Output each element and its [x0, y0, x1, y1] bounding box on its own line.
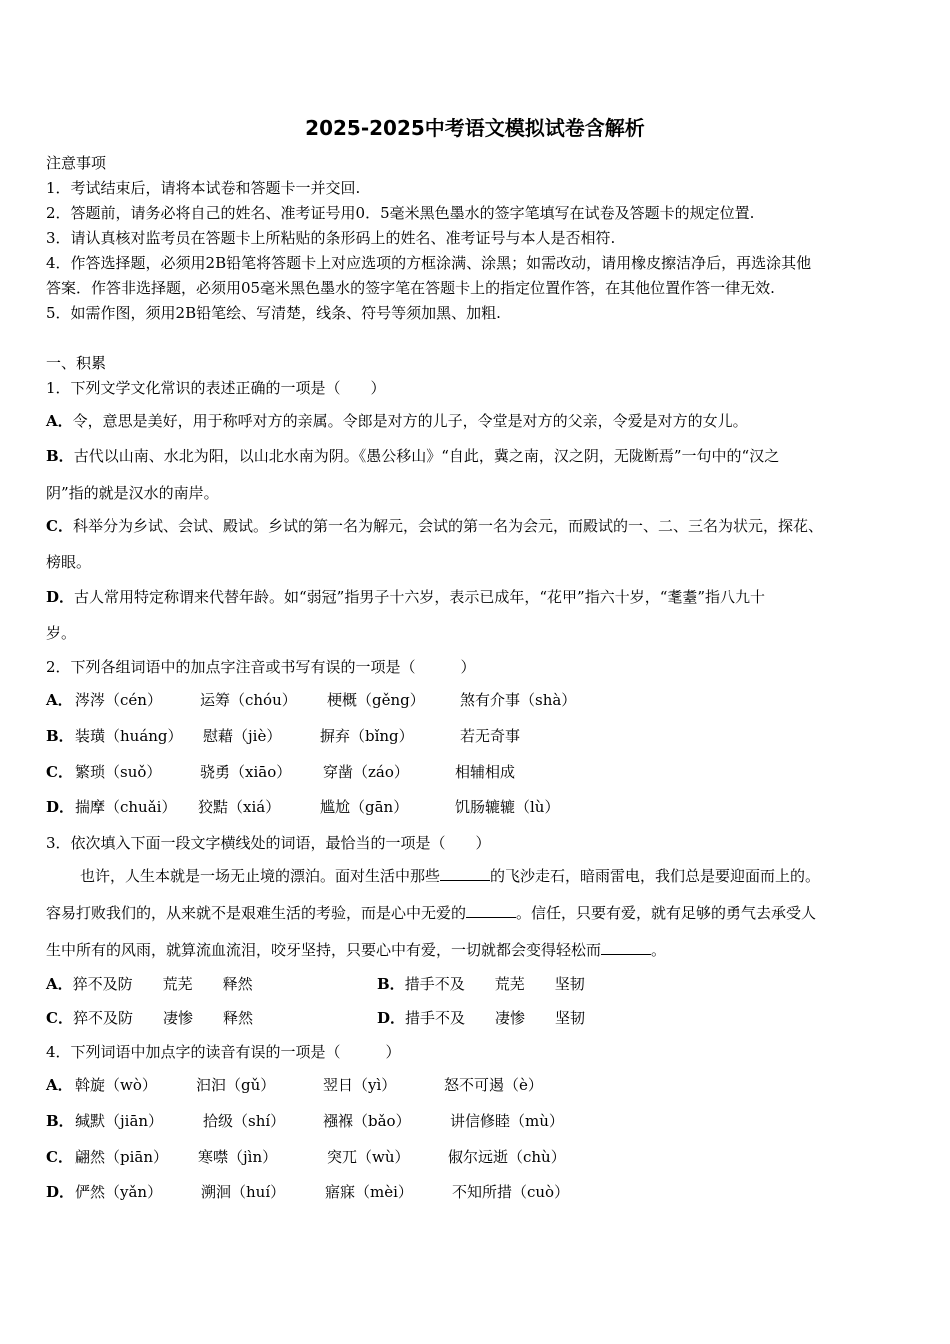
- q3-option-c: C．猝不及防 凄惨 释然: [46, 1009, 253, 1027]
- page-title: 2025-2025中考语文模拟试卷含解析: [305, 116, 645, 140]
- notice-item: 5．如需作图，须用2B铅笔绘、写清楚，线条、符号等须加黑、加粗.: [46, 304, 501, 322]
- q4-word: 斡旋（wò）: [75, 1076, 157, 1094]
- q4-word: 讲信修睦（mù）: [450, 1112, 564, 1130]
- q1-option-d: D．古人常用特定称谓来代替年龄。如“弱冠”指男子十六岁，表示已成年，“花甲”指六十岁，“耄耋”指八九十: [46, 588, 766, 606]
- q2-word: 涔涔（cén）: [75, 691, 162, 709]
- q2-word: 装璜（huáng）: [75, 727, 183, 745]
- section-heading: 一、积累: [46, 354, 107, 372]
- q2-word: 煞有介事（shà）: [460, 691, 577, 709]
- q2-word: 若无奇事: [460, 727, 521, 745]
- notice-item: 4．作答选择题，必须用2B铅笔将答题卡上对应选项的方框涂满、涂黑；如需改动，请用橡皮擦洁净后，再选涂其他: [46, 254, 812, 272]
- q4-row-label: A．: [46, 1076, 73, 1094]
- q4-word: 汩汩（gǔ）: [196, 1076, 276, 1094]
- q1-option-d-cont: 岁。: [46, 624, 77, 642]
- q4-word: 俶尔远逝（chù）: [448, 1148, 566, 1166]
- q2-word: 相辅相成: [455, 763, 516, 781]
- q2-word: 运筹（chóu）: [200, 691, 297, 709]
- q1-option-c-text: 科举分为乡试、会试、殿试。乡试的第一名为解元，会试的第一名为会元，而殿试的一、二、三名为状元，探花、: [72, 517, 823, 535]
- q4-word: 翌日（yì）: [323, 1076, 397, 1094]
- q3-passage-text: 也许，人生本就是一场无止境的漂泊。面对生活中那些: [80, 867, 441, 885]
- q2-row-label: D．: [46, 798, 75, 816]
- question-3-stem: 3．依次填入下面一段文字横线处的词语，最恰当的一项是（ ）: [46, 834, 491, 852]
- q4-word: 寤寐（mèi）: [325, 1183, 413, 1201]
- notice-heading: 注意事项: [46, 154, 107, 172]
- notice-item: 3．请认真核对监考员在答题卡上所粘贴的条形码上的姓名、准考证号与本人是否相符.: [46, 229, 616, 247]
- q2-word: 饥肠辘辘（lù）: [455, 798, 560, 816]
- q4-word: 寒噤（jìn）: [198, 1148, 278, 1166]
- q2-word: 摒弃（bǐng）: [320, 727, 414, 745]
- q2-word: 慰藉（jiè）: [203, 727, 282, 745]
- q4-row-label: B．: [46, 1112, 74, 1130]
- q4-word: 缄默（jiān）: [75, 1112, 164, 1130]
- question-1-stem: 1．下列文学文化常识的表述正确的一项是（ ）: [46, 379, 386, 397]
- q4-word: 俨然（yǎn）: [75, 1183, 163, 1201]
- q2-word: 骁勇（xiāo）: [200, 763, 292, 781]
- q1-option-c: C．科举分为乡试、会试、殿试。乡试的第一名为解元，会试的第一名为会元，而殿试的一、二、三名为状元，探花、: [46, 517, 823, 535]
- notice-item: 答案．作答非选择题，必须用05毫米黑色墨水的签字笔在答题卡上的指定位置作答，在其他位置作答一律无效.: [46, 279, 775, 297]
- q4-word: 不知所措（cuò）: [452, 1183, 570, 1201]
- q2-word: 穿凿（záo）: [323, 763, 409, 781]
- q3-passage-line: [46, 902, 816, 923]
- q3-passage-line: [46, 939, 666, 960]
- q4-word: 翩然（piān）: [75, 1148, 169, 1166]
- q1-option-c-cont: 榜眼。: [46, 553, 92, 571]
- q2-word: 尴尬（gān）: [320, 798, 409, 816]
- q1-option-a-text: 令，意思是美好，用于称呼对方的亲属。令郎是对方的儿子，令堂是对方的父亲，令爱是对方的女儿。: [72, 412, 748, 430]
- fill-blank: [466, 916, 516, 918]
- q3-passage-text: 。: [651, 941, 667, 959]
- q3-passage-text: 。信任，只要有爱，就有足够的勇气去承受人: [516, 904, 817, 922]
- q4-word: 突兀（wù）: [327, 1148, 410, 1166]
- notice-item: 2．答题前，请务必将自己的姓名、准考证号用0．5毫米黑色墨水的签字笔填写在试卷及答题卡的规定位置.: [46, 204, 755, 222]
- q4-word: 襁褓（bǎo）: [323, 1112, 411, 1130]
- q3-option-b: B．措手不及 荒芜 坚韧: [377, 975, 585, 993]
- q1-option-a: A．令，意思是美好，用于称呼对方的亲属。令郎是对方的儿子，令堂是对方的父亲，令爱是对方的女儿。: [46, 412, 748, 430]
- q1-option-b-cont: 阴”指的就是汉水的南岸。: [46, 484, 219, 502]
- q3-passage-text: 容易打败我们的，从来就不是艰难生活的考验，而是心中无爱的: [46, 904, 467, 922]
- q2-word: 梗概（gěng）: [327, 691, 425, 709]
- q3-passage-line: [80, 865, 820, 886]
- q1-option-d-text: 古人常用特定称谓来代替年龄。如“弱冠”指男子十六岁，表示已成年，“花甲”指六十岁，“耄耋”指八九十: [74, 588, 766, 606]
- fill-blank: [601, 953, 651, 955]
- notice-item: 1．考试结束后，请将本试卷和答题卡一并交回.: [46, 179, 361, 197]
- q2-row-label: A．: [46, 691, 73, 709]
- q4-row-label: D．: [46, 1183, 75, 1201]
- q1-option-b: B．古代以山南、水北为阳，以山北水南为阴。《愚公移山》“自此，冀之南，汉之阴，无陇断焉”一句中的“汉之: [46, 447, 780, 465]
- q3-passage-text: 生中所有的风雨，就算流血流泪，咬牙坚持，只要心中有爱，一切就都会变得轻松而: [46, 941, 602, 959]
- q2-row-label: C．: [46, 763, 73, 781]
- q3-option-a: A．猝不及防 荒芜 释然: [46, 975, 253, 993]
- q2-word: 揣摩（chuǎi）: [75, 798, 177, 816]
- q2-row-label: B．: [46, 727, 74, 745]
- q3-passage-text: 的飞沙走石，暗雨雷电，我们总是要迎面而上的。: [490, 867, 821, 885]
- fill-blank: [440, 879, 490, 881]
- q2-word: 繁琐（suǒ）: [75, 763, 162, 781]
- question-4-stem: 4．下列词语中加点字的读音有误的一项是（ ）: [46, 1043, 401, 1061]
- q4-word: 溯洄（huí）: [201, 1183, 286, 1201]
- q2-word: 狡黠（xiá）: [198, 798, 281, 816]
- q4-word: 拾级（shí）: [203, 1112, 286, 1130]
- q4-word: 怒不可遏（è）: [444, 1076, 543, 1094]
- question-2-stem: 2．下列各组词语中的加点字注音或书写有误的一项是（ ）: [46, 658, 476, 676]
- q3-option-d: D．措手不及 凄惨 坚韧: [377, 1009, 586, 1027]
- q4-row-label: C．: [46, 1148, 73, 1166]
- q1-option-b-text: 古代以山南、水北为阳，以山北水南为阴。《愚公移山》“自此，冀之南，汉之阴，无陇断焉”一句中的“汉之: [73, 447, 780, 465]
